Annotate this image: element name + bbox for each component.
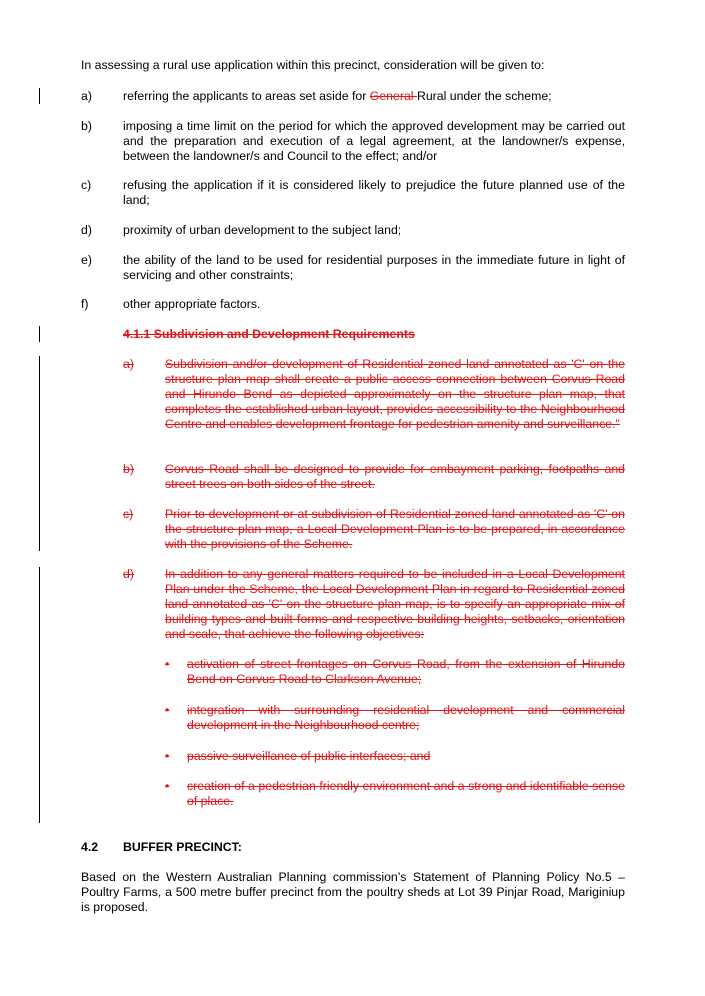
deleted-bullet-item: creation of a pedestrian friendly environment and a strong and identifiable sense of place. [187, 779, 625, 808]
list-item: other appropriate factors. [123, 297, 261, 311]
deleted-bullet-item: passive surveillance of public interfaces; and [187, 749, 431, 763]
item-label: c) [81, 178, 92, 192]
bullet-icon: • [165, 779, 170, 793]
deleted-item-label: c) [123, 507, 134, 521]
change-bar [39, 326, 40, 342]
deleted-bullet-item: integration with surrounding residential development and commercial development in the Neighbourhood centre; [187, 703, 625, 732]
item-label: f) [81, 297, 89, 311]
item-label: a) [81, 89, 92, 103]
item-label: b) [81, 119, 92, 133]
deleted-section-heading: 4.1.1 Subdivision and Development Requirements [123, 327, 415, 341]
list-item: the ability of the land to be used for residential purposes in the immediate future in light of servicing and other constraints; [123, 253, 625, 282]
item-label: d) [81, 223, 92, 237]
section-title: BUFFER PRECINCT: [123, 840, 242, 854]
item-text-pre: referring the applicants to areas set aside for [123, 89, 370, 103]
deleted-bullet-item: activation of street frontages on Corvus Road, from the extension of Hirundo Bend on Corvus Road to Clarkson Avenue; [187, 657, 625, 686]
bullet-icon: • [165, 703, 170, 717]
list-item: refusing the application if it is considered likely to prejudice the future planned use of the land; [123, 178, 625, 207]
section-body: Based on the Western Australian Planning commission’s Statement of Planning Policy No.5 – Poultry Farms, a 500 metre buffer precinct from the poultry sheds at Lot 39 Pinjar Road, Mariginiup is proposed. [81, 870, 625, 914]
deleted-text: General [369, 89, 417, 103]
deleted-list-item: Prior to development or at subdivision of Residential zoned land annotated as 'C' on the structure plan map, a Local Development Plan is to be prepared, in accordance with the provisions of the Scheme. [165, 507, 625, 551]
intro-paragraph: In assessing a rural use application within this precinct, consideration will be given to: [81, 58, 545, 72]
deleted-list-item: Subdivision and/or development of Residential zoned land annotated as 'C' on the structure plan map shall create a public access connection between Corvus Road and Hirundo Bend as depicted approximately on the structure plan map, that completes the established urban layout, provides accessibility to the Neighbourhood Centre and enables development frontage for pedestrian amenity and surveillance." [165, 357, 625, 431]
list-item: imposing a time limit on the period for which the approved development may be carried out and the preparation and execution of a legal agreement, at the landowner/s expense, between the landowner/s and Council to the effect; and/or [123, 119, 625, 163]
section-number: 4.2 [81, 840, 99, 854]
change-bar [39, 567, 40, 823]
item-text-post: Rural under the scheme; [416, 89, 552, 103]
list-item: proximity of urban development to the subject land; [123, 223, 402, 237]
deleted-item-label: d) [123, 567, 134, 581]
deleted-item-label: a) [123, 357, 134, 371]
bullet-icon: • [165, 749, 170, 763]
deleted-list-item: In addition to any general matters required to be included in a Local Development Plan under the Scheme, the Local Development Plan in regard to Residential zoned land annotated as 'C' on the structure plan map, is to specify an appropriate mix of building types and built forms and respective building heights, setbacks, orientation and scale, that achieve the following objectives: [165, 567, 625, 641]
bullet-icon: • [165, 657, 170, 671]
change-bar [39, 356, 40, 551]
change-bar [39, 88, 40, 104]
list-item [123, 89, 625, 104]
deleted-item-label: b) [123, 462, 134, 476]
deleted-list-item: Corvus Road shall be designed to provide for embayment parking, footpaths and street trees on both sides of the street. [165, 462, 625, 491]
item-label: e) [81, 253, 92, 267]
